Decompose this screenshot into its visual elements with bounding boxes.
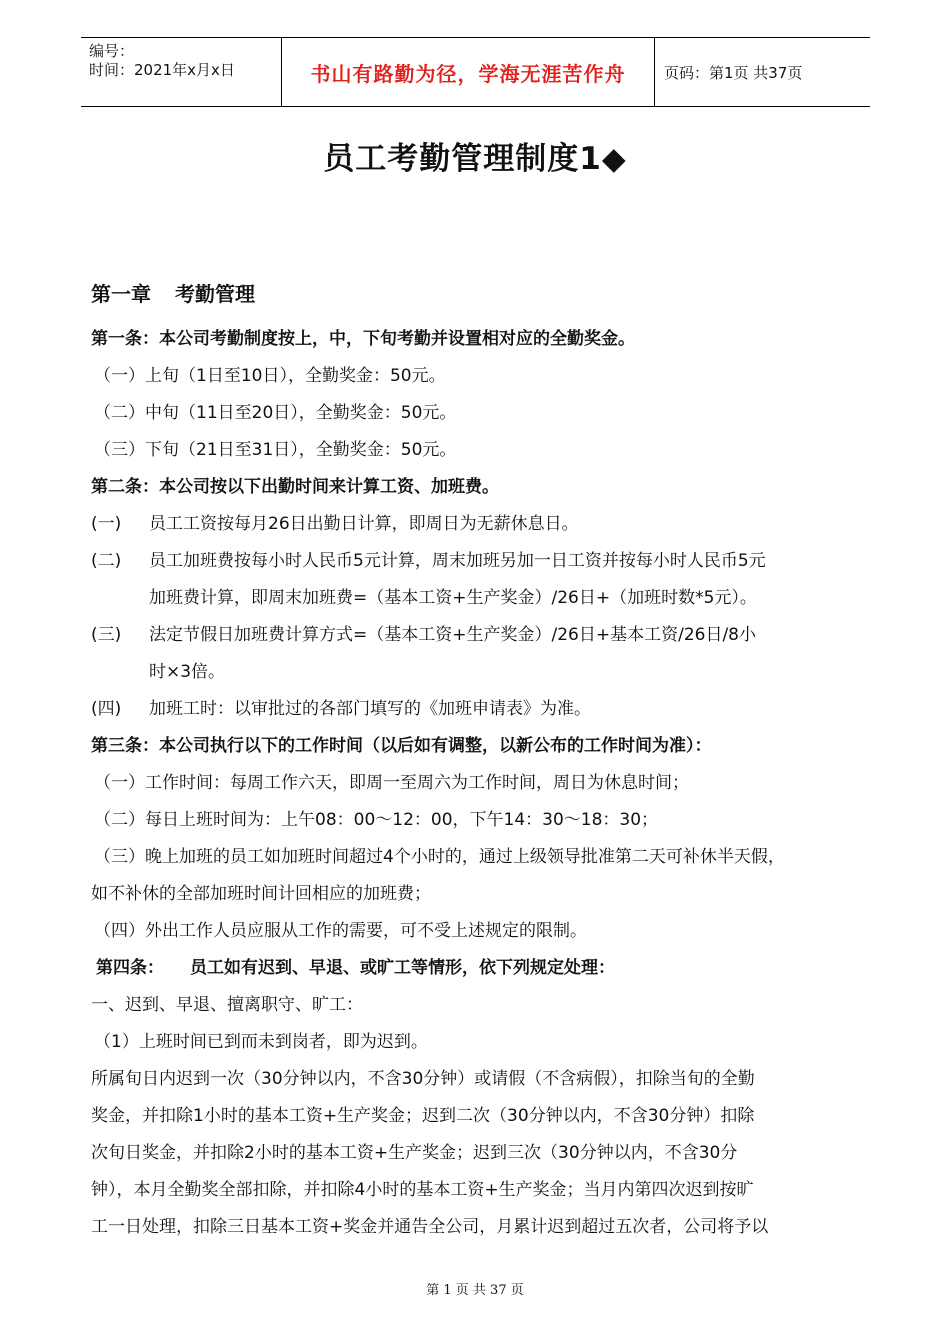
header-meta bbox=[81, 38, 281, 106]
paragraph-line: （三）下旬（21日至31日），全勤奖金：50元。 bbox=[94, 440, 457, 460]
list-number: (一) bbox=[91, 514, 122, 534]
article-3-heading: 第三条：本公司执行以下的工作时间（以后如有调整，以新公布的工作时间为准）： bbox=[91, 736, 712, 756]
paragraph-line: 工一日处理，扣除三日基本工资+奖金并通告全公司，月累计迟到超过五次者，公司将予以 bbox=[91, 1217, 769, 1237]
list-text: 加班工时：以审批过的各部门填写的《加班申请表》为准。 bbox=[149, 699, 591, 719]
list-number: (四) bbox=[91, 699, 122, 719]
paragraph-line: 所属旬日内迟到一次（30分钟以内，不含30分钟）或请假（不含病假），扣除当旬的全勤 bbox=[91, 1069, 755, 1089]
list-item bbox=[91, 617, 871, 654]
paragraph-line: 奖金，并扣除1小时的基本工资+生产奖金；迟到二次（30分钟以内，不含30分钟）扣除 bbox=[91, 1106, 755, 1126]
paragraph-line: （二）中旬（11日至20日），全勤奖金：50元。 bbox=[94, 403, 457, 423]
chapter-label: 第一章 bbox=[91, 282, 151, 306]
article-4-text: 员工如有迟到、早退、或旷工等情形，依下列规定处理： bbox=[190, 958, 615, 978]
document-title: 员工考勤管理制度1◆ bbox=[323, 141, 627, 177]
doc-number: 编号： bbox=[89, 42, 135, 60]
header-motto: 书山有路勤为径，学海无涯苦作舟 bbox=[281, 38, 655, 106]
list-number: (二) bbox=[91, 551, 122, 571]
chapter-name: 考勤管理 bbox=[175, 282, 255, 306]
paragraph-line: （三）晚上加班的员工如加班时间超过4个小时的，通过上级领导批准第二天可补休半天假， bbox=[94, 847, 785, 867]
chapter-heading bbox=[91, 278, 255, 307]
paragraph-line: （二）每日上班时间为：上午08：00～12：00，下午14：30～18：30； bbox=[94, 810, 659, 830]
document-body bbox=[91, 321, 871, 1246]
list-text: 员工加班费按每小时人民币5元计算，周末加班另加一日工资并按每小时人民币5元 bbox=[149, 551, 766, 571]
list-text: 员工工资按每月26日出勤日计算，即周日为无薪休息日。 bbox=[149, 514, 579, 534]
page-header bbox=[81, 37, 870, 107]
list-text-continued: 时×3倍。 bbox=[149, 662, 226, 682]
paragraph-line: （1）上班时间已到而未到岗者，即为迟到。 bbox=[94, 1032, 428, 1052]
paragraph-line: （一）工作时间：每周工作六天，即周一至周六为工作时间，周日为休息时间； bbox=[94, 773, 689, 793]
list-text-continued: 加班费计算，即周末加班费=（基本工资+生产奖金）/26日+（加班时数*5元）。 bbox=[149, 588, 757, 608]
list-text: 法定节假日加班费计算方式=（基本工资+生产奖金）/26日+基本工资/26日/8小 bbox=[149, 625, 756, 645]
paragraph-line: 一、迟到、早退、擅离职守、旷工： bbox=[91, 995, 363, 1015]
article-4-heading bbox=[91, 950, 871, 987]
list-item bbox=[91, 506, 871, 543]
list-item bbox=[91, 691, 871, 728]
paragraph-line: 如不补休的全部加班时间计回相应的加班费； bbox=[91, 884, 431, 904]
article-2-heading: 第二条：本公司按以下出勤时间来计算工资、加班费。 bbox=[91, 477, 499, 497]
paragraph-line: （四）外出工作人员应服从工作的需要，可不受上述规定的限制。 bbox=[94, 921, 587, 941]
list-number: (三) bbox=[91, 625, 122, 645]
article-4-label: 第四条： bbox=[96, 958, 164, 978]
article-1-heading: 第一条：本公司考勤制度按上，中，下旬考勤并设置相对应的全勤奖金。 bbox=[91, 329, 635, 349]
paragraph-line: 次旬日奖金，并扣除2小时的基本工资+生产奖金；迟到三次（30分钟以内，不含30分 bbox=[91, 1143, 738, 1163]
paragraph-line: 钟），本月全勤奖全部扣除，并扣除4小时的基本工资+生产奖金；当月内第四次迟到按旷 bbox=[91, 1180, 754, 1200]
list-item bbox=[91, 543, 871, 580]
page-footer: 第 1 页 共 37 页 bbox=[426, 1283, 524, 1298]
header-page-info: 页码：第1页 共37页 bbox=[664, 63, 803, 82]
doc-date: 时间：2021年x月x日 bbox=[89, 61, 235, 79]
paragraph-line: （一）上旬（1日至10日），全勤奖金：50元。 bbox=[94, 366, 446, 386]
